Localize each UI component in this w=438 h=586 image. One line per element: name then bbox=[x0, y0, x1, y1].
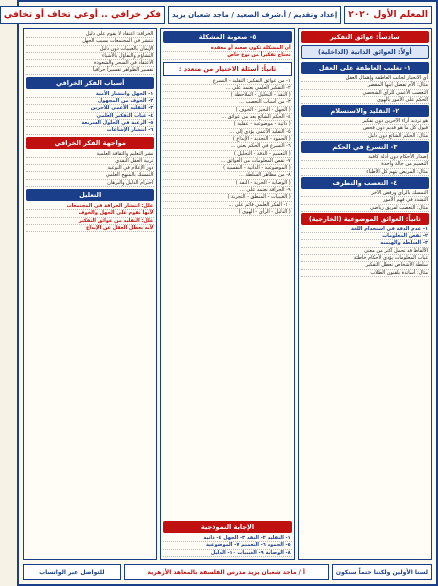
left-column bbox=[23, 28, 157, 560]
text-line: علل: التقليد من عوائق التفكير bbox=[26, 218, 154, 225]
mcq-lines bbox=[163, 78, 291, 520]
mcq-heading: ثانياً: أسئلة الاختيار من متعدد : bbox=[163, 62, 291, 76]
footer-contact: للتواصل عبر الواتساب bbox=[23, 564, 121, 580]
text-line: ٦- انتشار الإشاعات bbox=[26, 127, 154, 134]
text-line: ٥- الرغبة في الحلول السريعة bbox=[26, 120, 154, 127]
text-line: ٦- التسرع في الحكم يعني ... bbox=[163, 143, 291, 150]
text-line: ( ذاتية - موضوعية - عقلية ) bbox=[163, 121, 291, 128]
text-line: ٩- الخرافة تعتمد على ... bbox=[163, 187, 291, 194]
answer-lines bbox=[163, 535, 291, 557]
text-line: ٢- نقص المعلومات bbox=[301, 233, 429, 240]
text-line: ٢- التفكير العلمي يعتمد على ... bbox=[163, 85, 291, 92]
text-line: ٣- من أسباب التعصب ... bbox=[163, 99, 291, 106]
left-lines-3 bbox=[26, 151, 154, 187]
text-line: إصدار الأحكام دون أدلة كافية bbox=[301, 154, 429, 161]
text-line: التشاؤم والتفاؤل بالأشياء bbox=[26, 53, 154, 60]
series-title: المعلم الأول ٢٠٢٠ bbox=[344, 6, 432, 24]
text-line: دور الإعلام في التوعية bbox=[26, 165, 154, 172]
right-content bbox=[301, 61, 429, 557]
left-title-2: مواجهة الفكر الخرافي bbox=[26, 137, 154, 149]
text-line: أي الانحياز لجانب العاطفة وإهمال العقل bbox=[301, 75, 429, 82]
text-line: ٢- الخوف من المجهول bbox=[26, 98, 154, 105]
text-line: علل: انتشار الخرافة في المجتمعات bbox=[26, 203, 154, 210]
answers-title: الإجابة النموذجية bbox=[163, 521, 291, 533]
text-line: ١- من عوائق التفكير: التقليد - التسرع bbox=[163, 78, 291, 85]
author-subtitle: إعداد وتقديم / أ.شرف الصعيد / ماجد شعبان يزيد bbox=[168, 6, 341, 24]
middle-lines-1 bbox=[163, 45, 291, 60]
text-line: التمسك بالمنهج العلمي bbox=[26, 172, 154, 179]
text-line: ( الجهل - التحيز - الخوف ) bbox=[163, 107, 291, 114]
text-line: ١- التقليد ٢- النقد ٣- الجهل ٤- ذاتية bbox=[163, 535, 291, 542]
text-line: التمسك بالرأي ورفض الآخر bbox=[301, 190, 429, 197]
text-line: ٥- الجمود ٦- التعميم ٧- الموضوعية bbox=[163, 542, 291, 549]
header-bar bbox=[3, 6, 432, 24]
text-line: ( الموضوعية - الذاتية - النفسية ) bbox=[163, 165, 291, 172]
footer-bar bbox=[23, 564, 432, 580]
right-box-title: سادساً: عوائق التفكير bbox=[301, 31, 429, 43]
middle-box1: ٥- صعوبة المشكلة bbox=[163, 31, 291, 43]
section-title: ١- تغليب العاطفة على العقل bbox=[301, 62, 429, 74]
text-line: ٥- التقليد الأعمى يؤدي إلى ... bbox=[163, 129, 291, 136]
text-line: ٨- من مظاهر السلطة ... bbox=[163, 172, 291, 179]
text-line: مثال: أساتذة يلقنون الطلاب bbox=[301, 270, 429, 277]
text-line: ( النقد - التحليل - الملاحظة ) bbox=[163, 92, 291, 99]
text-line: ( الغيبيات - المنطق - التجربة ) bbox=[163, 194, 291, 201]
text-line: لأنه يعطل العقل عن الإبداع bbox=[26, 225, 154, 232]
left-lines-2 bbox=[26, 91, 154, 135]
text-line: الإيمان بالغيبيات دون دليل bbox=[26, 46, 154, 53]
text-line: ( الدليل - الرأي - الهوى ) bbox=[163, 209, 291, 216]
text-line: ٤- الحكم الشائع يعد من عوائق ... bbox=[163, 114, 291, 121]
text-line: نشر التعليم والثقافة العلمية bbox=[26, 151, 154, 158]
left-title-3: التعليل bbox=[26, 189, 154, 201]
text-line: لأنها تقوم على الجهل والخوف bbox=[26, 210, 154, 217]
text-line: قبول كل ما هو قديم دون فحص bbox=[301, 125, 429, 132]
text-line: مثال: المريض يتهم كل الأطباء bbox=[301, 169, 429, 176]
right-heading: أولاً: العوائق الذاتية (الداخلية) bbox=[301, 45, 429, 59]
text-line: التشدد في فهم الأمور bbox=[301, 197, 429, 204]
text-line: ( الوصاية - الحرية - النقد ) bbox=[163, 180, 291, 187]
text-line: ٨- الوصاية ٩- الغيبيات ١٠- الدليل bbox=[163, 550, 291, 557]
text-line: ٧- نقص المعلومات من العوائق ... bbox=[163, 158, 291, 165]
section-title: ٤- التعصب والتطرف bbox=[301, 177, 429, 189]
text-line: مثال: التعصب لفريق رياضي bbox=[301, 205, 429, 212]
text-line: الحكم على الأمور بالهوى bbox=[301, 97, 429, 104]
left-column-title: فكر خرافي .. أوعي تخاف أو تخافي bbox=[0, 6, 165, 24]
text-line: الاعتقاد في السحر والشعوذة bbox=[26, 60, 154, 67]
text-line: ٣- التقليد الأعمى للآخرين bbox=[26, 105, 154, 112]
text-line: مثال: الأم تفضل ابنها المقصر bbox=[301, 82, 429, 89]
text-line: ٤- غياب التفكير العلمي bbox=[26, 113, 154, 120]
text-line: ( الجمود - التجديد - الإبداع ) bbox=[163, 136, 291, 143]
left-title-1: أسباب الفكر الخرافي bbox=[26, 77, 154, 89]
footer-author: أ / ماجد شعبان يزيد مدرس الفلسفة بالمعاهد الأزهرية bbox=[124, 564, 329, 580]
text-line: تنتشر في المجتمعات بسبب الجهل bbox=[26, 38, 154, 45]
text-line: ٣- السلطة والهيمنة bbox=[301, 240, 429, 247]
text-line: التعصب الأعمى للرأي الشخصي bbox=[301, 90, 429, 97]
left-lines-4 bbox=[26, 203, 154, 557]
section-title: ثانياً: العوائق الموضوعية (الخارجية) bbox=[301, 213, 429, 225]
text-line: الخرافة: اعتقاد لا يقوم على دليل bbox=[26, 31, 154, 38]
text-line: ١٠- الفكر العلمي قائم على ... bbox=[163, 202, 291, 209]
text-line: تحتاج تفكيراً من نوع خاص bbox=[163, 52, 291, 59]
section-title: ٢- التقليد والاستسلام bbox=[301, 105, 429, 117]
text-line: مثال: الحكم الشائع دون دليل bbox=[301, 133, 429, 140]
text-line: هو ترديد آراء الآخرين دون تفكير bbox=[301, 118, 429, 125]
left-lines-1 bbox=[26, 31, 154, 75]
text-line: ( التعميم - الدقة - التحليل ) bbox=[163, 151, 291, 158]
right-column bbox=[298, 28, 432, 560]
text-line: احترام الدليل والبرهان bbox=[26, 180, 154, 187]
text-line: أن المشكلة تكون صعبة أو معقدة bbox=[163, 45, 291, 52]
text-line: ١- عدم الدقة في استخدام اللغة bbox=[301, 226, 429, 233]
text-line: تفسير الظواهر تفسيراً خرافياً bbox=[26, 67, 154, 74]
section-title: ٣- التسرع في الحكم bbox=[301, 141, 429, 153]
columns bbox=[23, 28, 432, 560]
text-line: الألفاظ قد تحمل أكثر من معنى bbox=[301, 248, 429, 255]
footer-right: لسنا الأولين ولكننا حتماً سنكون bbox=[332, 564, 432, 580]
text-line: غياب المعلومات يؤدي لأحكام خاطئة bbox=[301, 255, 429, 262]
text-line: التعميم من حالة واحدة bbox=[301, 161, 429, 168]
text-line: سلطة الأشخاص تعطل التفكير bbox=[301, 262, 429, 269]
text-line: تربية العقل النقدي bbox=[26, 158, 154, 165]
text-line: ١- الجهل وانتشار الأمية bbox=[26, 91, 154, 98]
worksheet-page bbox=[3, 0, 438, 586]
middle-column bbox=[160, 28, 294, 560]
